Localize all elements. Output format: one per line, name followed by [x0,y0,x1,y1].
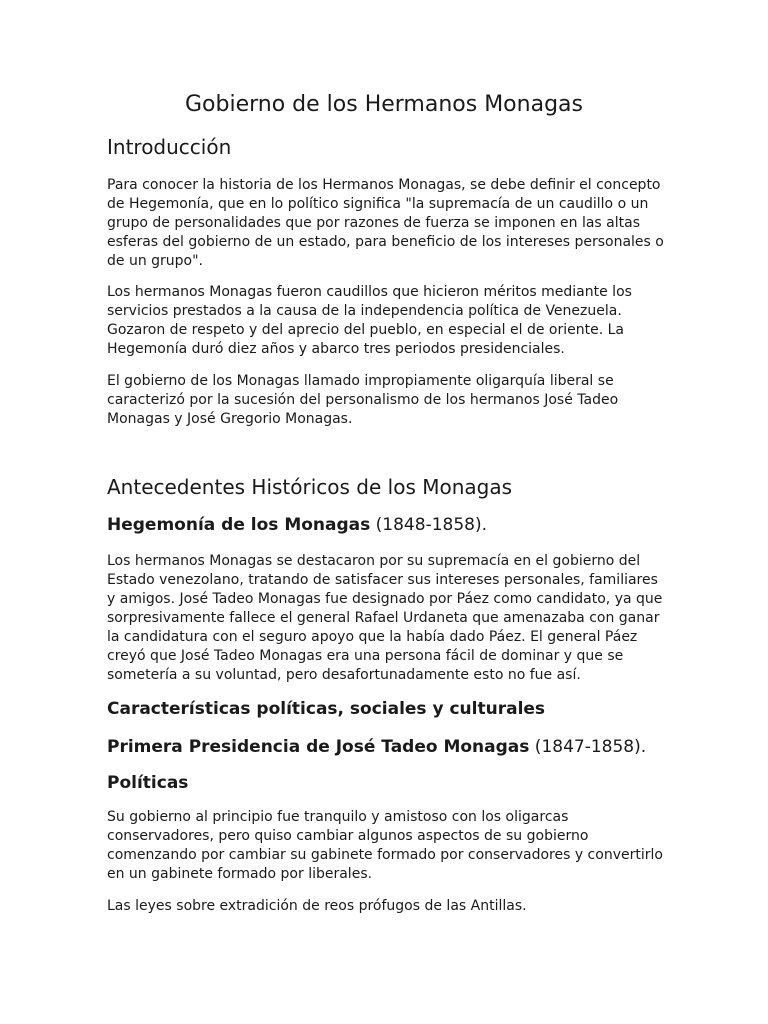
politicas-paragraph-1 [107,808,667,884]
intro-paragraph-1 [107,176,667,271]
text-line: grupo de personalidades que por razones de fuerza se imponen en las altas [107,215,641,231]
text-line: caracterizó por la sucesión del personalismo de los hermanos José Tadeo [107,392,619,408]
text-line: Su gobierno al principio fue tranquilo y amistoso con los oligarcas [107,809,569,825]
caracteristicas-heading: Características políticas, sociales y culturales [107,699,546,719]
text-line: sometería a su voluntad, pero desafortunadamente esto no fue así. [107,667,581,683]
hegemonia-heading-years: (1848-1858). [370,515,487,535]
politicas-paragraph-2 [107,897,667,916]
text-line: comenzando por cambiar su gabinete formado por conservadores y convertirlo [107,847,663,863]
text-line: Las leyes sobre extradición de reos prófugos de las Antillas. [107,898,527,914]
text-line: Los hermanos Monagas fueron caudillos que hicieron méritos mediante los [107,284,632,300]
text-line: Monagas y José Gregorio Monagas. [107,411,353,427]
text-line: Gozaron de respeto y del aprecio del pueblo, en especial el de oriente. La [107,322,624,338]
intro-paragraph-2 [107,283,667,359]
text-line: la candidatura con el seguro apoyo que la había dado Páez. El general Páez [107,629,638,645]
intro-heading: Introducción [107,135,232,159]
text-line: Estado venezolano, tratando de satisfacer sus intereses personales, familiares [107,572,658,588]
text-line: creyó que José Tadeo Monagas era una persona fácil de dominar y que se [107,648,624,664]
text-line: esferas del gobierno de un estado, para beneficio de los intereses personales o [107,234,664,250]
text-line: conservadores, pero quiso cambiar algunos aspectos de su gobierno [107,828,589,844]
document-title: Gobierno de los Hermanos Monagas [185,92,583,117]
text-line: de Hegemonía, que en lo político significa "la supremacía de un caudillo o un [107,196,649,212]
text-line: sorpresivamente fallece el general Rafael Urdaneta que amenazaba con ganar [107,610,660,626]
primera-presidencia-years: (1847-1858). [529,737,647,757]
politicas-heading: Políticas [107,773,189,793]
text-line: servicios prestados a la causa de la independencia política de Venezuela. [107,303,622,319]
primera-presidencia-heading [107,735,646,759]
hegemonia-heading-text: Hegemonía de los Monagas [107,515,371,535]
primera-presidencia-text: Primera Presidencia de José Tadeo Monagas [107,737,530,757]
text-line: Hegemonía duró diez años y abarco tres periodos presidenciales. [107,341,565,357]
antecedentes-heading: Antecedentes Históricos de los Monagas [107,475,513,499]
intro-paragraph-3 [107,372,667,429]
text-line: de un grupo". [107,253,204,269]
hegemonia-paragraph [107,552,667,685]
text-line: Para conocer la historia de los Hermanos Monagas, se debe definir el concepto [107,177,661,193]
text-line: en un gabinete formado por liberales. [107,866,373,882]
text-line: Los hermanos Monagas se destacaron por su supremacía en el gobierno del [107,553,641,569]
text-line: El gobierno de los Monagas llamado impropiamente oligarquía liberal se [107,373,614,389]
text-line: y amigos. José Tadeo Monagas fue designado por Páez como candidato, ya que [107,591,663,607]
hegemonia-heading [107,513,487,537]
